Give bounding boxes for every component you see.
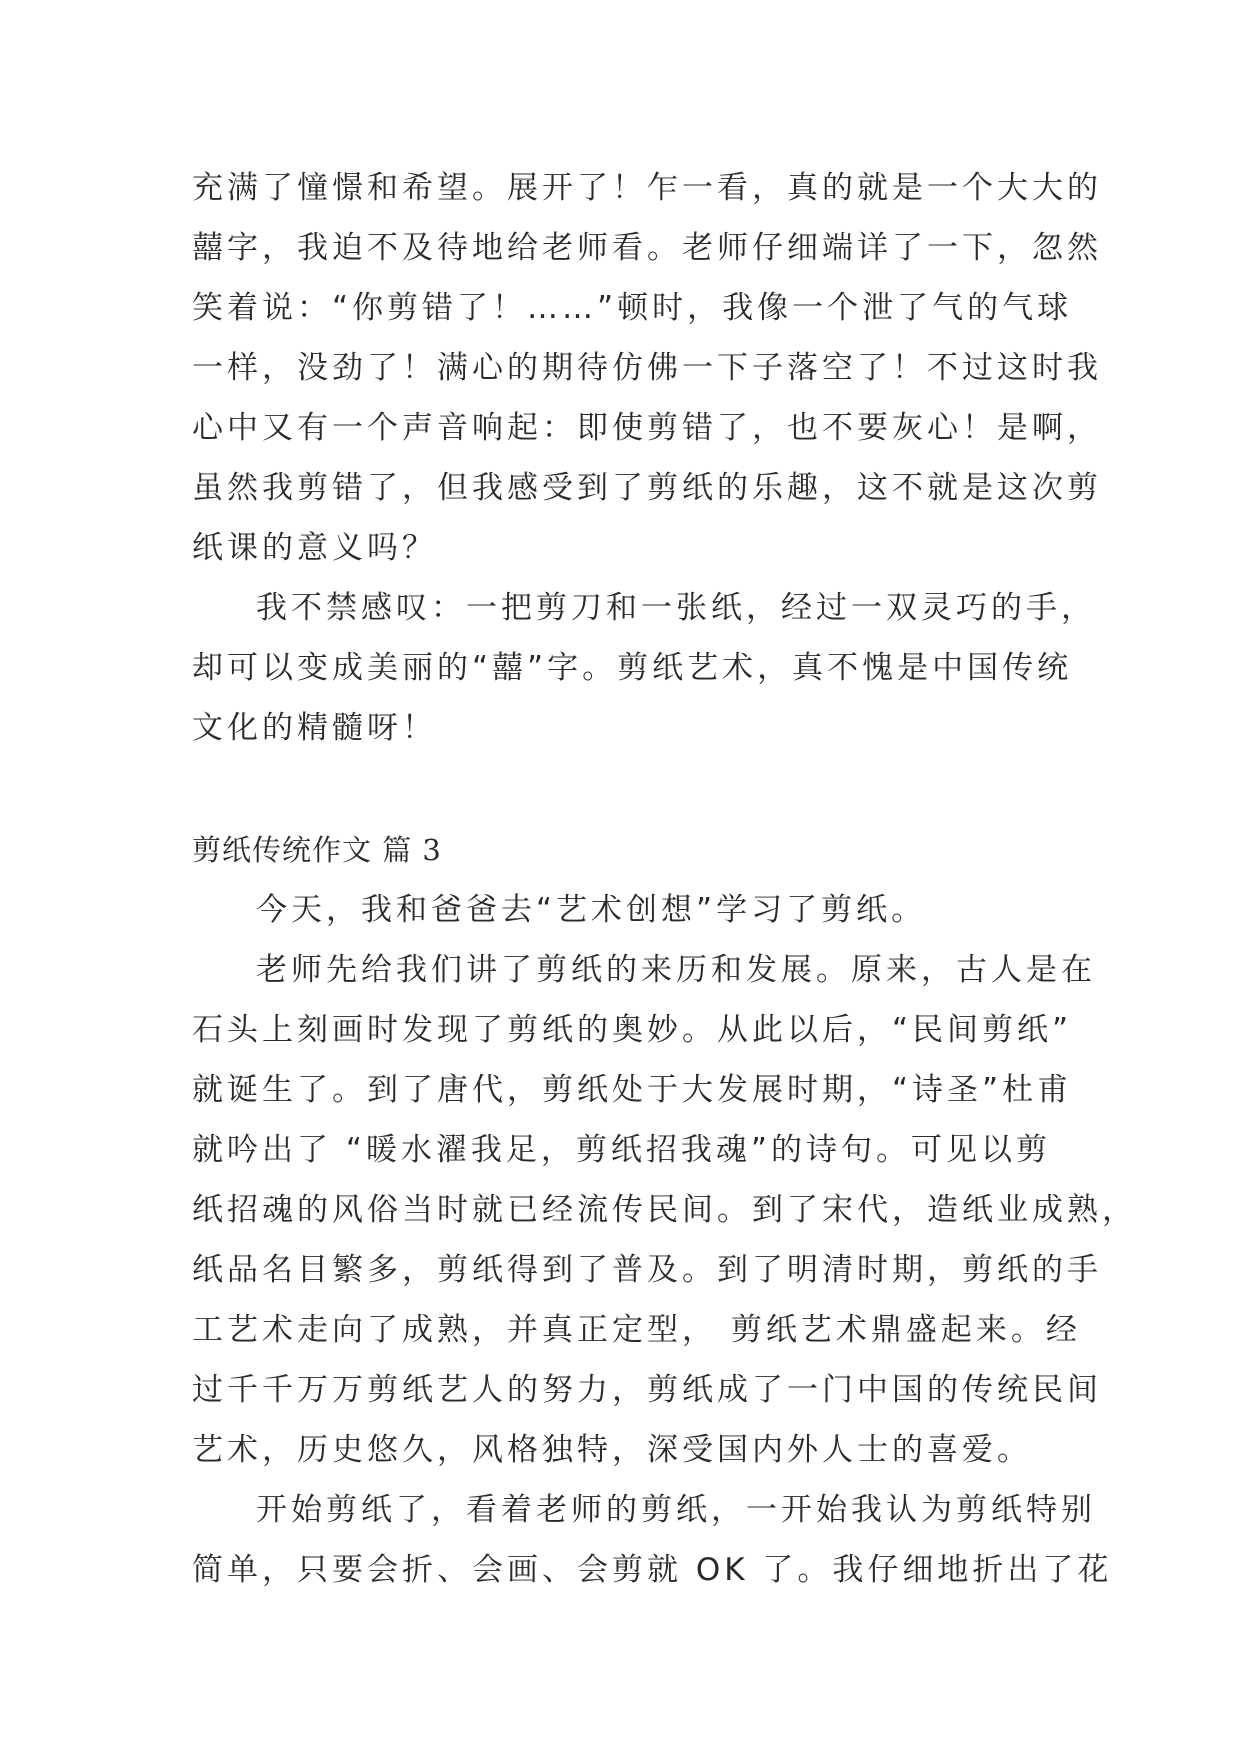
text-line: 艺术，历史悠久，风格独特，深受国内外人士的喜爱。 [192, 1432, 1032, 1468]
text-line: 充满了憧憬和希望。展开了！乍一看，真的就是一个大大的 [192, 170, 1102, 206]
text-line: 工艺术走向了成熟，并真正定型， 剪纸艺术鼎盛起来。经 [192, 1312, 1081, 1348]
text-line: 纸品名目繁多，剪纸得到了普及。到了明清时期，剪纸的手 [192, 1252, 1102, 1288]
text-line: 过千千万万剪纸艺人的努力，剪纸成了一门中国的传统民间 [192, 1372, 1102, 1408]
text-line: 就吟出了 “暖水濯我足，剪纸招我魂”的诗句。可见以剪 [192, 1132, 1051, 1168]
text-line: 笑着说：“你剪错了！……”顿时，我像一个泄了气的气球 [192, 290, 1073, 326]
section-spacer [192, 758, 1062, 820]
text-line: 今天，我和爸爸去“艺术创想”学习了剪纸。 [256, 892, 927, 928]
section-heading: 剪纸传统作文 篇 3 [192, 833, 442, 867]
paragraph [192, 1480, 1113, 1600]
paragraph [192, 880, 1062, 940]
text-line: 老师先给我们讲了剪纸的来历和发展。原来，古人是在 [256, 952, 1096, 988]
document-body [192, 158, 1137, 1600]
text-line: 却可以变成美丽的“囍”字。剪纸艺术，真不愧是中国传统 [192, 650, 1073, 686]
text-line: 囍字，我迫不及待地给老师看。老师仔细端详了一下，忽然 [192, 230, 1102, 266]
text-line: 简单，只要会折、会画、会剪就 OK 了。我仔细地折出了花 [192, 1552, 1113, 1588]
text-line: 石头上刻画时发现了剪纸的奥妙。从此以后，“民间剪纸” [192, 1012, 1073, 1048]
text-line: 就诞生了。到了唐代，剪纸处于大发展时期，“诗圣”杜甫 [192, 1072, 1073, 1108]
text-line: 虽然我剪错了，但我感受到了剪纸的乐趣，这不就是这次剪 [192, 470, 1102, 506]
text-line: 纸招魂的风俗当时就已经流传民间。到了宋代，造纸业成熟， [192, 1192, 1137, 1228]
paragraph [192, 940, 1137, 1480]
text-line: 开始剪纸了，看着老师的剪纸，一开始我认为剪纸特别 [256, 1492, 1096, 1528]
text-line: 文化的精髓呀！ [192, 710, 437, 746]
paragraph [192, 578, 1096, 758]
text-line: 心中又有一个声音响起：即使剪错了，也不要灰心！是啊， [192, 410, 1102, 446]
paragraph [192, 158, 1102, 578]
text-line: 一样，没劲了！满心的期待仿佛一下子落空了！不过这时我 [192, 350, 1102, 386]
text-line: 纸课的意义吗？ [192, 530, 437, 566]
text-line: 我不禁感叹：一把剪刀和一张纸，经过一双灵巧的手， [256, 590, 1096, 626]
